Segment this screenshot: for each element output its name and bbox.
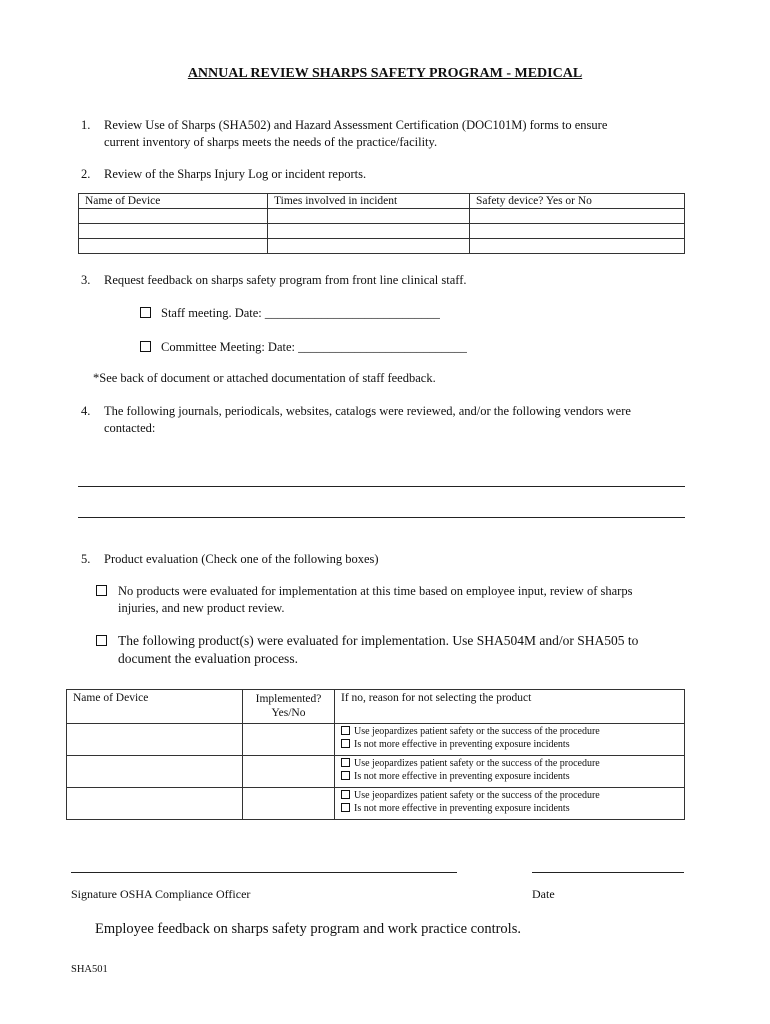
item-4-line-2: contacted: bbox=[104, 421, 156, 435]
reason-checkbox[interactable] bbox=[341, 739, 350, 748]
staff-meeting-option bbox=[140, 305, 440, 322]
employee-feedback-heading: Employee feedback on sharps safety program and work practice controls. bbox=[95, 921, 521, 937]
table-cell[interactable] bbox=[268, 239, 470, 254]
table-cell[interactable] bbox=[470, 224, 685, 239]
item-1-line-1: Review Use of Sharps (SHA502) and Hazard Assessment Certification (DOC101M) forms to ensure bbox=[104, 118, 608, 132]
table-header-row bbox=[79, 194, 685, 209]
item-5-text: Product evaluation (Check one of the following boxes) bbox=[104, 552, 379, 566]
header-name-of-device: Name of Device bbox=[79, 194, 268, 209]
date-line[interactable] bbox=[532, 872, 684, 873]
header-times-involved: Times involved in incident bbox=[268, 194, 470, 209]
reason-option bbox=[341, 770, 684, 783]
item-1-number: 1. bbox=[81, 118, 91, 132]
table-cell[interactable] bbox=[470, 239, 685, 254]
reason-cell bbox=[335, 724, 685, 756]
table-row bbox=[79, 239, 685, 254]
signature-line[interactable] bbox=[71, 872, 457, 873]
staff-meeting-checkbox[interactable] bbox=[140, 307, 151, 318]
staff-meeting-label: Staff meeting. Date: ____________________________ bbox=[161, 306, 440, 320]
item-3-text: Request feedback on sharps safety program from front line clinical staff. bbox=[104, 273, 467, 287]
reason-option bbox=[341, 789, 684, 802]
option-no-products bbox=[96, 583, 696, 617]
vendors-line-2[interactable] bbox=[78, 517, 685, 518]
reason-label: Is not more effective in preventing exposure incidents bbox=[354, 739, 570, 750]
reason-cell bbox=[335, 756, 685, 788]
header-safety-device: Safety device? Yes or No bbox=[470, 194, 685, 209]
item-1-line-2: current inventory of sharps meets the needs of the practice/facility. bbox=[104, 135, 438, 149]
header-device: Name of Device bbox=[67, 690, 243, 724]
page-title: ANNUAL REVIEW SHARPS SAFETY PROGRAM - MEDICAL bbox=[187, 66, 583, 81]
committee-meeting-label: Committee Meeting: Date: ___________________________ bbox=[161, 340, 467, 354]
header-implemented-line-1: Implemented? bbox=[255, 693, 322, 705]
table-cell[interactable] bbox=[79, 239, 268, 254]
table-row bbox=[67, 756, 685, 788]
no-products-line-2: injuries, and new product review. bbox=[118, 601, 285, 615]
table-cell[interactable] bbox=[79, 224, 268, 239]
implemented-cell[interactable] bbox=[243, 756, 335, 788]
table-row bbox=[67, 724, 685, 756]
products-evaluated-line-1: The following product(s) were evaluated for implementation. Use SHA504M and/or SHA505 to bbox=[118, 633, 639, 648]
reason-checkbox[interactable] bbox=[341, 803, 350, 812]
reason-cell bbox=[335, 788, 685, 820]
staff-feedback-note: *See back of document or attached documentation of staff feedback. bbox=[93, 371, 436, 385]
products-evaluated-checkbox[interactable] bbox=[96, 635, 107, 646]
item-3-number: 3. bbox=[81, 273, 91, 287]
table-cell[interactable] bbox=[79, 209, 268, 224]
table-cell[interactable] bbox=[268, 209, 470, 224]
incident-log-table bbox=[78, 193, 685, 254]
reason-checkbox[interactable] bbox=[341, 726, 350, 735]
reason-option bbox=[341, 738, 684, 751]
option-products-evaluated bbox=[96, 632, 716, 668]
table-row bbox=[79, 209, 685, 224]
no-products-line-1: No products were evaluated for implementation at this time based on employee input, review of sharps bbox=[118, 584, 633, 598]
device-cell[interactable] bbox=[67, 724, 243, 756]
date-label: Date bbox=[532, 887, 555, 901]
reason-label: Use jeopardizes patient safety or the success of the procedure bbox=[354, 726, 600, 737]
item-4-text bbox=[104, 403, 704, 437]
products-evaluated-line-2: document the evaluation process. bbox=[118, 651, 298, 666]
implemented-cell[interactable] bbox=[243, 724, 335, 756]
reason-option bbox=[341, 802, 684, 815]
table-cell[interactable] bbox=[268, 224, 470, 239]
table-row bbox=[79, 224, 685, 239]
implemented-cell[interactable] bbox=[243, 788, 335, 820]
reason-option bbox=[341, 725, 684, 738]
item-4-line-1: The following journals, periodicals, websites, catalogs were reviewed, and/or the following vendors were bbox=[104, 404, 631, 418]
reason-checkbox[interactable] bbox=[341, 790, 350, 799]
device-cell[interactable] bbox=[67, 788, 243, 820]
item-5-number: 5. bbox=[81, 552, 91, 566]
table-header-row bbox=[67, 690, 685, 724]
item-2-text: Review of the Sharps Injury Log or incident reports. bbox=[104, 167, 367, 181]
header-implemented-line-2: Yes/No bbox=[271, 707, 306, 719]
reason-checkbox[interactable] bbox=[341, 771, 350, 780]
committee-meeting-checkbox[interactable] bbox=[140, 341, 151, 352]
reason-label: Is not more effective in preventing exposure incidents bbox=[354, 803, 570, 814]
committee-meeting-option bbox=[140, 339, 467, 356]
reason-checkbox[interactable] bbox=[341, 758, 350, 767]
item-2-number: 2. bbox=[81, 167, 91, 181]
reason-label: Use jeopardizes patient safety or the success of the procedure bbox=[354, 790, 600, 801]
no-products-checkbox[interactable] bbox=[96, 585, 107, 596]
form-code: SHA501 bbox=[71, 964, 108, 975]
item-1-text bbox=[104, 117, 704, 151]
vendors-line-1[interactable] bbox=[78, 486, 685, 487]
product-evaluation-table bbox=[66, 689, 685, 820]
reason-label: Use jeopardizes patient safety or the success of the procedure bbox=[354, 758, 600, 769]
table-row bbox=[67, 788, 685, 820]
header-reason: If no, reason for not selecting the product bbox=[335, 690, 685, 724]
table-cell[interactable] bbox=[470, 209, 685, 224]
reason-option bbox=[341, 757, 684, 770]
device-cell[interactable] bbox=[67, 756, 243, 788]
header-implemented bbox=[243, 690, 335, 724]
reason-label: Is not more effective in preventing exposure incidents bbox=[354, 771, 570, 782]
item-4-number: 4. bbox=[81, 404, 91, 418]
signature-label: Signature OSHA Compliance Officer bbox=[71, 887, 251, 901]
